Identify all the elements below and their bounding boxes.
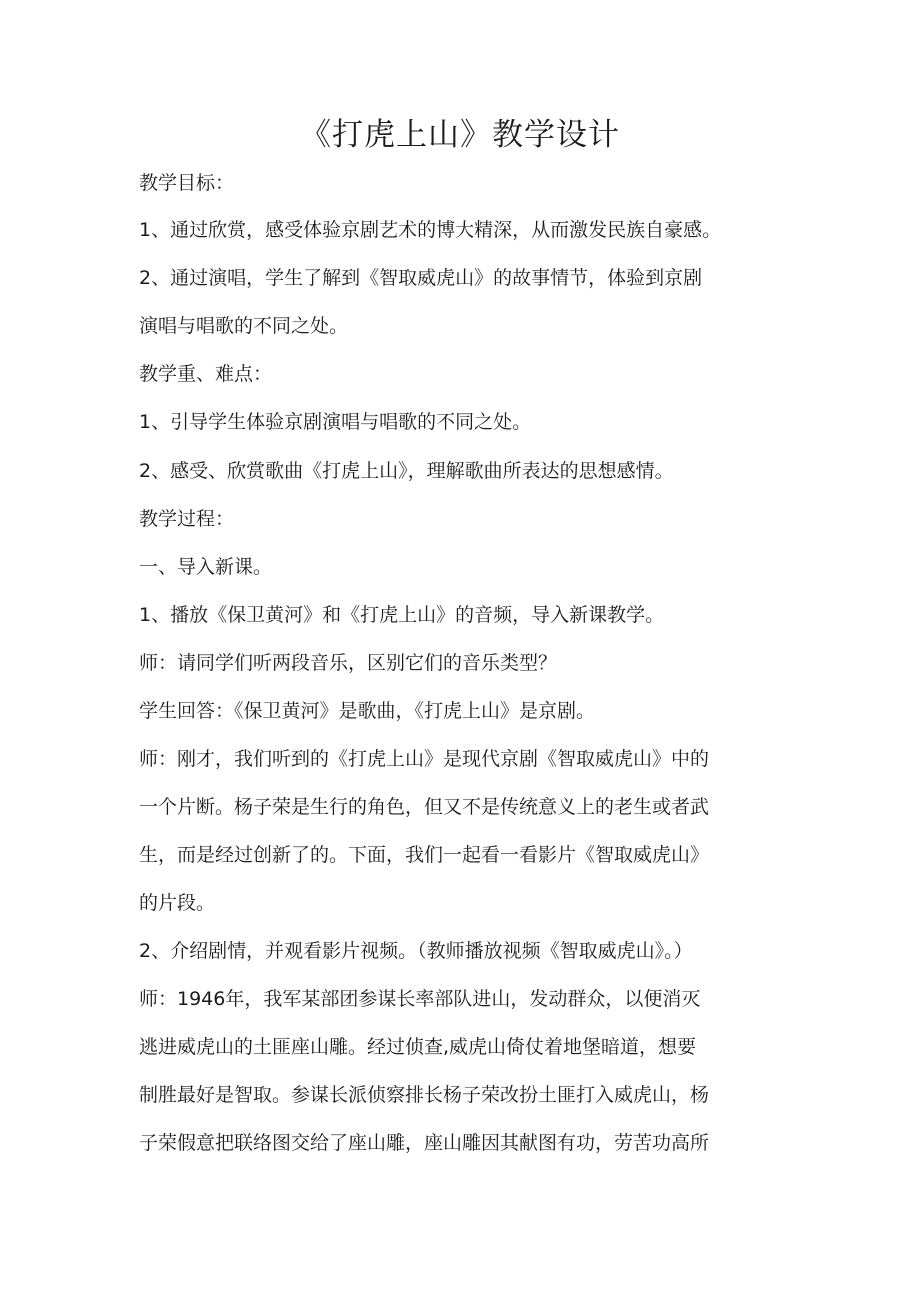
section-heading: 教学目标： <box>139 172 235 194</box>
paragraph-line: 师：请同学们听两段音乐，区别它们的音乐类型？ <box>139 652 558 674</box>
paragraph-line: 制胜最好是智取。参谋长派侦察排长杨子荣改扮土匪打入威虎山，杨 <box>139 1084 710 1106</box>
paragraph-line: 2、感受、欣赏歌曲《打虎上山》，理解歌曲所表达的思想感情。 <box>139 460 674 482</box>
paragraph-line: 逃进威虎山的土匪座山雕。经过侦查,威虎山倚仗着地堡暗道，想要 <box>139 1036 697 1058</box>
paragraph-line: 一个片断。杨子荣是生行的角色，但又不是传统意义上的老生或者武 <box>139 796 710 818</box>
section-heading: 教学重、难点： <box>139 363 273 385</box>
paragraph-line: 1、引导学生体验京剧演唱与唱歌的不同之处。 <box>139 411 532 433</box>
subsection-heading: 一、导入新课。 <box>139 556 273 578</box>
paragraph-line: 师：刚才，我们听到的《打虎上山》是现代京剧《智取威虎山》中的 <box>139 748 710 770</box>
paragraph-line: 演唱与唱歌的不同之处。 <box>139 315 349 337</box>
paragraph-line: 2、通过演唱，学生了解到《智取威虎山》的故事情节，体验到京剧 <box>139 267 703 289</box>
paragraph-line: 生，而是经过创新了的。下面，我们一起看一看影片《智取威虎山》 <box>139 844 710 866</box>
paragraph-line: 师：1946年，我军某部团参谋长率部队进山，发动群众，以便消灭 <box>139 988 701 1010</box>
paragraph-line: 2、介绍剧情，并观看影片视频。（教师播放视频《智取威虎山》。） <box>139 940 693 962</box>
document-title: 《打虎上山》教学设计 <box>300 117 620 153</box>
paragraph-line: 学生回答：《保卫黄河》是歌曲，《打虎上山》是京剧。 <box>139 700 596 722</box>
paragraph-line: 的片段。 <box>139 892 216 914</box>
section-heading: 教学过程： <box>139 508 235 530</box>
paragraph-line: 子荣假意把联络图交给了座山雕，座山雕因其献图有功，劳苦功高所 <box>139 1132 710 1154</box>
paragraph-line: 1、通过欣赏，感受体验京剧艺术的博大精深，从而激发民族自豪感。 <box>139 219 722 241</box>
paragraph-line: 1、播放《保卫黄河》和《打虎上山》的音频，导入新课教学。 <box>139 604 665 626</box>
